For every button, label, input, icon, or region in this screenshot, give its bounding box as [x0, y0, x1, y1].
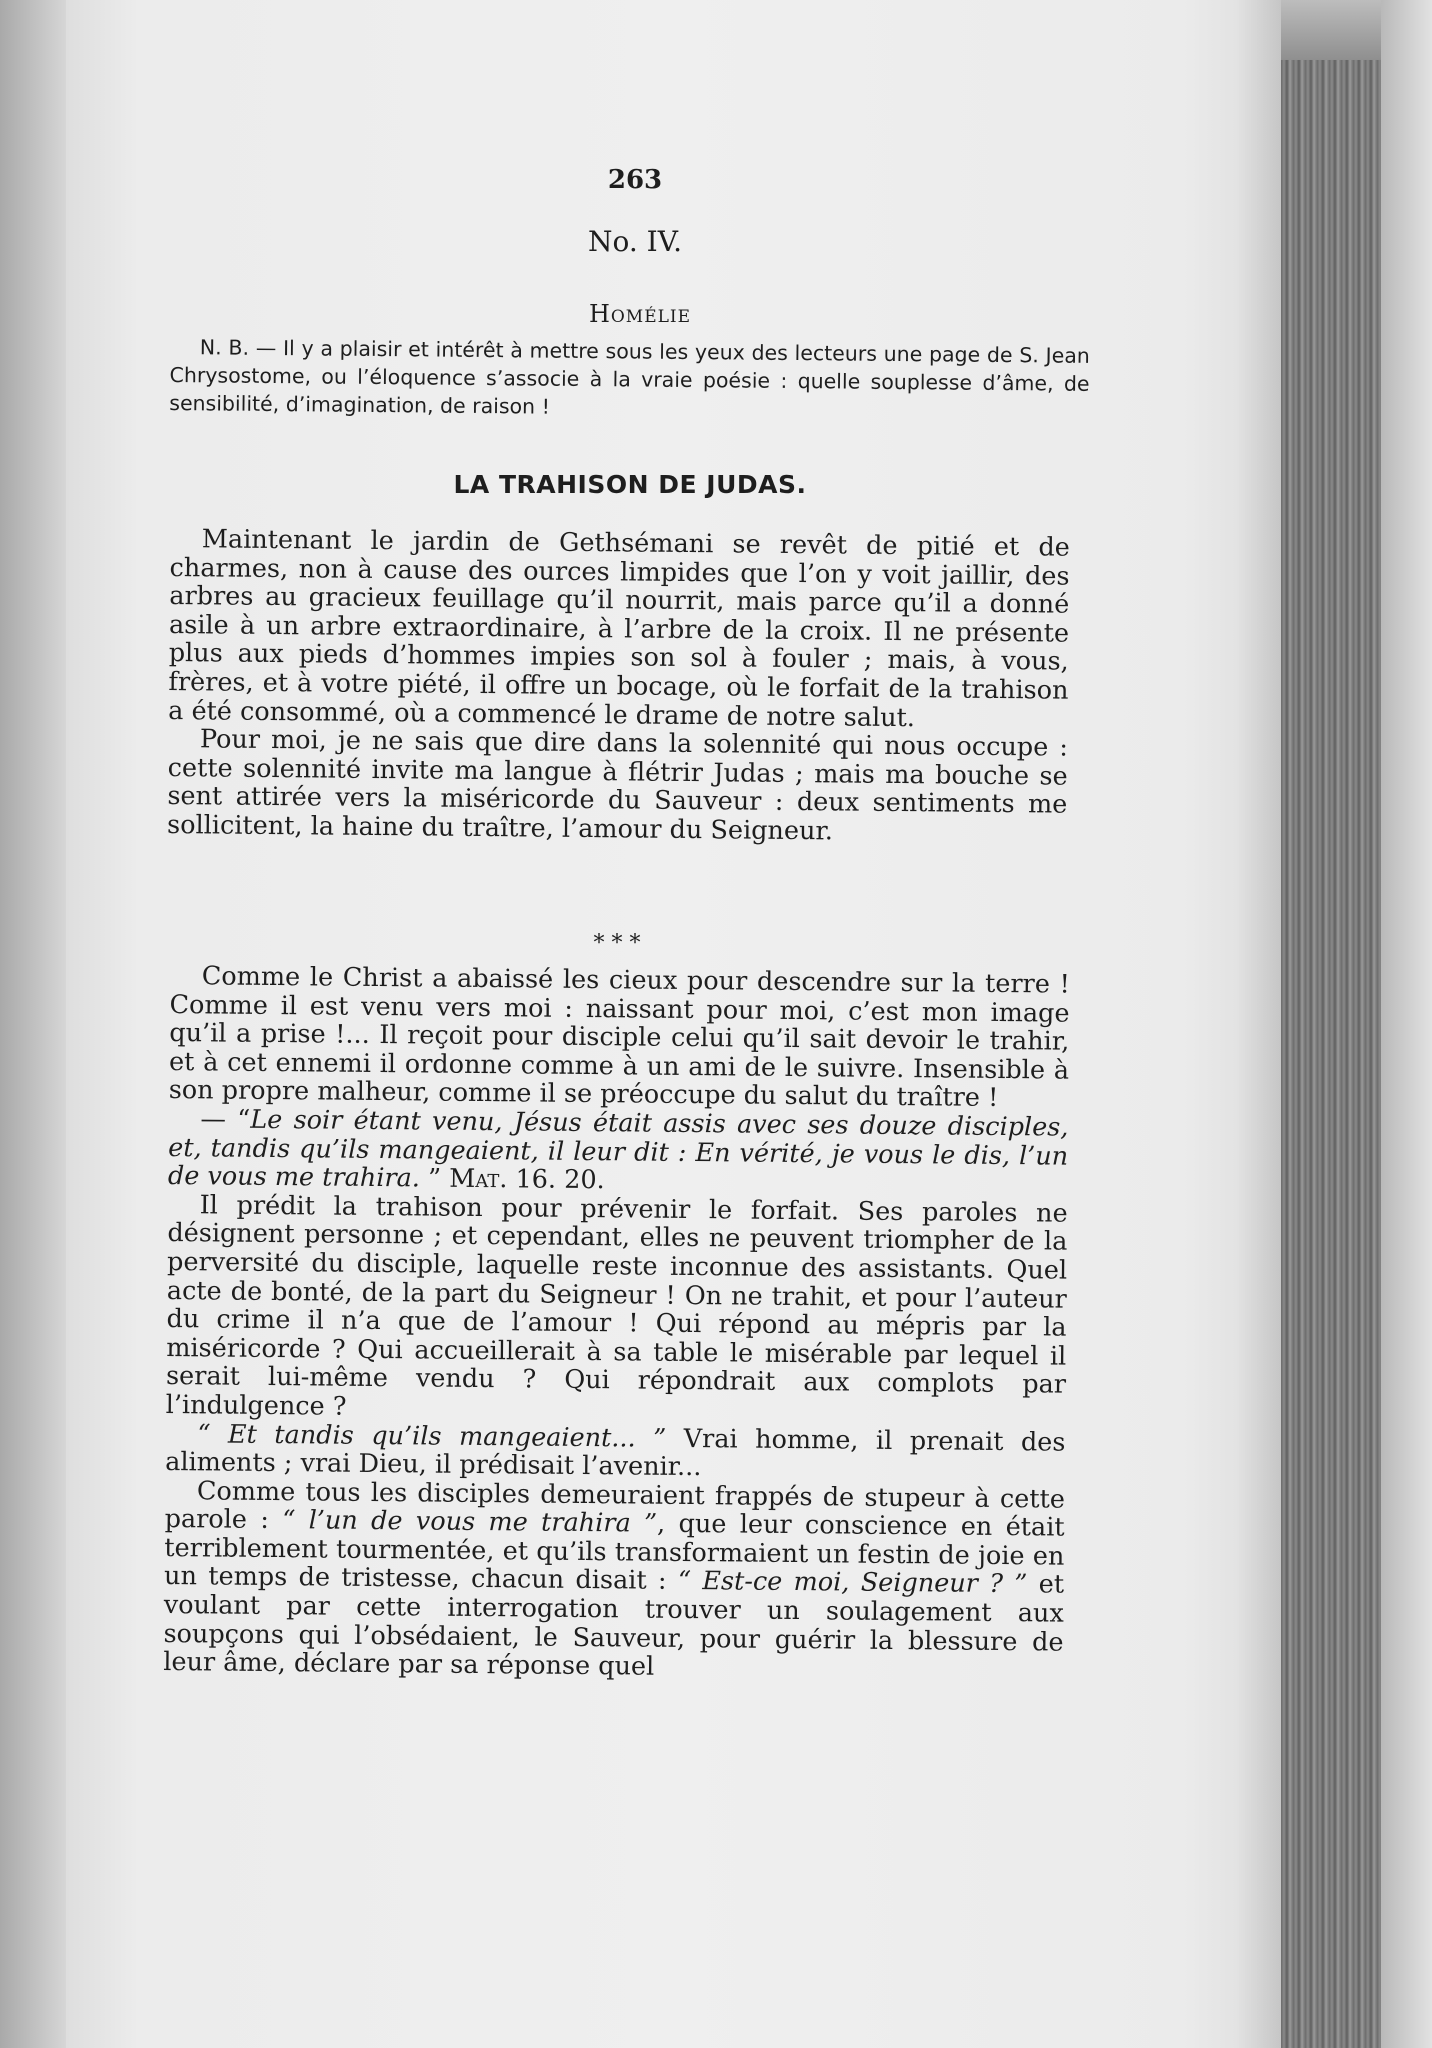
scan-left-edge [0, 0, 66, 2048]
editor-note-text: N. B. — Il y a plaisir et intérêt à mettre sous les yeux des lecteurs une page de S. Jean Chrysostome, ou l’éloquence s’associe à la vraie poésie : quelle souplesse d’âme, de sensibilité, d’imagination, de raison ! [169, 335, 1090, 419]
editor-note [169, 333, 1090, 426]
quote-dash: — “ [200, 1104, 251, 1135]
body-paragraph-1: Comme le Christ a abaissé les cieux pour descendre sur la terre ! Comme il est venu vers moi : naissant pour moi, c’est mon image qu’il a prise !... Il reçoit pour disciple celui qu’il sait devoir le trahir, et à cet ennemi il ordonne comme à un ami de le suivre. Insensible à son propre malheur, comme il se préoccupe du salut du traître ! [168, 961, 1070, 1114]
body-paragraph-4-mid: , que leur conscience en était terriblement tourmentée, et qu’ils transformaient un festin de joie en un temps de tristesse, chacun disait : [163, 1508, 1065, 1597]
quote-est-ce-moi: “ Est-ce moi, Seigneur ? ” [677, 1566, 1028, 1600]
quote-mangeaient: “ Et tandis qu’ils mangeaient... ” [197, 1418, 667, 1454]
book-top-shadow [1281, 0, 1381, 60]
body-text [163, 962, 1070, 1685]
intro-paragraph-2: Pour moi, je ne sais que dire dans la solennité qui nous occupe : cette solennité invite ma langue à flétrir Judas ; mais ma bouche se sent attirée vers la miséricorde du Sauveur : deux sentiments me sollicitent, la haine du traître, l’amour du Seigneur. [166, 724, 1069, 847]
asterism: * * * [593, 931, 641, 956]
page-number: 263 [607, 165, 663, 195]
intro-paragraph-1: Maintenant le jardin de Gethsémani se revêt de pitié et de charmes, non à cause des ources limpides que l’on y voit jaillir, des arbres au gracieux feuillage qu’il nourrit, mais parce qu’il a donné asile à un arbre extraordinaire, à l’arbre de la croix. Il ne présente plus aux pieds d’hommes impies son sol à fouler ; mais, à vous, frères, et à votre piété, il offre un bocage, où le forfait de la trahison a été consommé, où a commencé le drame de notre salut. [168, 524, 1070, 733]
section-number: No. IV. [588, 225, 682, 258]
quote-reference-number: 16. 20. [507, 1164, 605, 1196]
body-paragraph-3-text: Vrai homme, il prenait des aliments ; vrai Dieu, il prédisait l’avenir... [165, 1423, 1066, 1483]
scan-right-edge [1381, 0, 1432, 2048]
body-paragraph-2: Il prédit la trahison pour prévenir le forfait. Ses paroles ne désignent personne ; et cependant, elles ne peuvent triompher de la perversité du disciple, laquelle reste inconnue des assistants. Quel acte de bonté, de la part du Seigneur ! On ne trahit, et pour l’auteur du crime il n’a que de l’amour ! Qui répond au mépris par la miséricorde ? Qui accueillerait à sa table le misérable par lequel il serait lui-même vendu ? Qui répondrait aux complots par l’indulgence ? [165, 1190, 1068, 1422]
body-paragraph-3 [165, 1419, 1066, 1485]
quote-matthew-text: Le soir étant venu, Jésus était assis avec ses douze disciples, et, tandis qu’ils mangeaient, il leur dit : En vérité, je vous le dis, l’un de vous me trahira. [167, 1104, 1069, 1194]
section-heading: Homélie [588, 300, 692, 328]
body-quote-matthew [168, 1105, 1069, 1199]
quote-close: ” [419, 1163, 450, 1194]
body-paragraph-4-end: et voulant par cette interrogation trouver un soulagement aux soupçons qui l’obsédaient, le Sauveur, pour guérir la blessure de leur âme, déclare par sa réponse quel [163, 1569, 1065, 1682]
sermon-title: LA TRAHISON DE JUDAS. [453, 470, 807, 499]
page-gutter-shadow [1236, 0, 1281, 2048]
body-paragraph-4 [163, 1477, 1065, 1686]
body-paragraph-4-start: Comme tous les disciples demeuraient frappés de stupeur à cette parole : [164, 1475, 1066, 1536]
quote-trahira: “ l’un de vous me trahira ” [282, 1505, 658, 1539]
intro-text [167, 525, 1070, 848]
book-page-stack [1281, 60, 1381, 2048]
quote-reference-book: Mat. [449, 1163, 508, 1195]
